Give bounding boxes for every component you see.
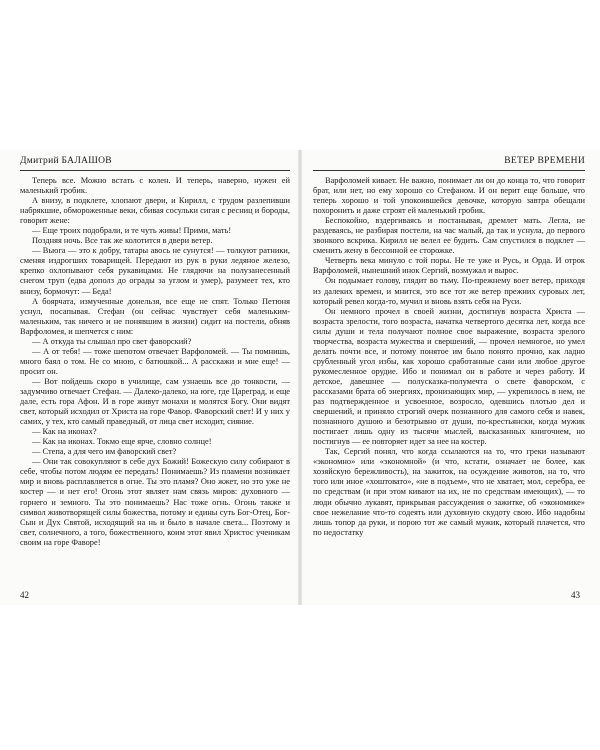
paragraph: Варфоломей кивает. Не важно, понимает ли он до конца то, что говорит брат, или нет, но ему хорошо со Стефаном. И он верит еще больше, что теперь хорошо и той упокоившейся девочке, которую завтра обещали похоронить и даже строят ей маленький гробик. xyxy=(313,176,585,216)
paragraph: Четверть века минуло с той поры. Не те уже и Русь, и Орда. И отрок Варфоломей, нынешний инок Сергий, возмужал и вырос. xyxy=(313,256,585,276)
paragraph: Поздняя ночь. Все так же колотится в двери ветер. xyxy=(32,236,213,246)
right-page-number: 43 xyxy=(571,590,580,600)
paragraph: — Степа, а для чего им фаворский свет? xyxy=(32,447,177,457)
paragraph: Беспокойно, вздергиваясь и постанывая, дремлет мать. Легла, не раздеваясь, не разбирая постели, на час малый, да так и уснула, до первого звонкого вскрика. Кирилл не велел ее будить. Сам спустился в подклет — сменить жену в бессонной ее сторожке. xyxy=(313,216,585,256)
paragraph: — Как на иконах. Токмо еще ярче, словно солнце! xyxy=(32,437,212,447)
right-page-text xyxy=(313,176,585,538)
right-running-head-text: ВЕТЕР ВРЕМЕНИ xyxy=(504,156,585,166)
left-running-head xyxy=(20,156,290,171)
book-gutter xyxy=(298,150,302,605)
right-running-head xyxy=(313,156,585,171)
paragraph: — Как на иконах? xyxy=(32,427,97,437)
left-page xyxy=(20,156,290,548)
paragraph: А внизу, в подклете, хлопают двери, и Кирилл, с трудом разлепивши набрякшие, обмороженные веки, сбивая сосульки сигая с ресниц и бороды, говорит жене: xyxy=(20,196,290,226)
left-running-head-text: Дмитрий БАЛАШОВ xyxy=(20,156,112,166)
left-page-text xyxy=(20,176,290,548)
paragraph: — Еще троих подобрали, и те чуть живы! Прими, мать! xyxy=(32,226,232,236)
paragraph: — Вот пойдешь скоро в училище, сам узнаешь все до тонкости, — задумчиво отвечает Стефан. — Далеко-далеко, на юге, где Цареград, и еще дале, есть гора Афон. И в горе живут монахи и молятся Богу. Они видят свет, который исходил от Христа на горе Фавор. Фаворский свет! И у них у самих, у тех, кто самый праведный, от лица свет исходит, сияние. xyxy=(20,376,290,427)
paragraph: Теперь все. Можно встать с колен. И теперь, наверно, нужен ей маленький гробик. xyxy=(20,176,290,196)
paragraph: Он немного прочел в своей жизни, достигнув возраста Христа — возраста зрелости, того возраста, начатка четвертого десятка лет, когда все силы души и тела получают полное свое выражение, возраста зрелого творчества, возраста мужества и свершений, — прочел немногое, но умел делать почти все, и потому понятое им было понято прочно, как ладно срубленный угол избы, как хорошо сработанные сани или любое другое рукомесленное орудие. Ибо и понимал он в работе и через работу. И детское, давешнее — полусказка-полумечта о свете фаворском, с рассказами брата об энергиях, пронизающих мир, — укрепилось в нем, не раз подтвержденное и усвоенное, возросло, одевшись плотью дел и свершений, и приняло строгий очерк познанного для самого себя и навек, познанного душою и безотрывно от души, по-крестьянски, когда мужик постигает лишь одну из тысячи мыслей, высказанных книгочием, но постигнув — ее повторяет идет за нее на костер. xyxy=(313,306,585,447)
right-page xyxy=(313,156,585,538)
paragraph: — А откуда ты слышал про свет фаворский? xyxy=(32,336,192,346)
paragraph: — Они так совокупляют в себе дух Божий! Божескую силу собирают в себе, чтобы потом людям ее передать! Понимаешь? Из пламени возникает мир и вновь расплавляется в огне. Ты это пламя? Оно жжет, но это уже не костер — и нет его! Огонь этот являет нам связь миров: духовного — горнего и земного. Ты это понимаешь? Нас тоже огнь. Огонь также и символ животворящей силы божества, потому и едины суть Бог-Отец, Бог-Сын и Дух Святой, исходящий на нь и было в начале света... Поэтому и свет, солнечного, а того, божественного, коим этот явил Христос ученикам своим на горе Фаворе! xyxy=(20,457,290,547)
left-page-number: 42 xyxy=(20,590,29,600)
paragraph: — А от тебя! — тоже шепотом отвечает Варфоломей. — Ты помнишь, много баял о том. Не со мною, с батюшкой... А расскажи и мне еще! — просит он. xyxy=(20,346,290,376)
paragraph: — Вьюга — это к добру, татары авось не сунутся! — толкуют ратники, сменяя издрогших товарищей. Передают из рук в руки ледяное железо, крепко охлопывают себя рукавицами. Не глядючи на полузанесенный снегом труп (едва дополз до ограды за углом и умер), разумеет тех, кто внизу, бормочут: — Беда! xyxy=(20,246,290,296)
paragraph: Так, Сергий понял, что когда ссылаются на то, что греки называют «экономно» или «экономной» (и что, кстати, означает не более, как хозяйскую бережливость), на зажиток, на осуждение животов, на то, что того или иное «хоштовато», «не в подъем», что не хватает, мол, серебра, ее по средствам (и при этом кивают на их, не по средствам имеющих), — то люди обычно лукавят, прикрывая рассуждения о зажитке, об «экономике» свое нежелание что-то содеять или духовную скудоту свою. Ибо надобны лишь топор да руки, и порою тот же самый мужик, который плачется, что по недостатку xyxy=(313,447,585,537)
paragraph: Он подымает голову, глядит во тьму. По-прежнему воет ветер, приходя из далеких времен, и мнится, это все тот же ветер прежних суровых лет, который ревел когда-то, мучил и вновь взять себя на Руси. xyxy=(313,276,585,306)
paragraph: А боярчата, измученные донельзя, все еще не спят. Только Петюня уснул, посапывая. Стефан (он сейчас чувствует себя маленьким-маленьким, так ничего и не понявшим в жизни) сидит на постели, обняв Варфоломея, и шепчется с ним: xyxy=(20,296,290,336)
